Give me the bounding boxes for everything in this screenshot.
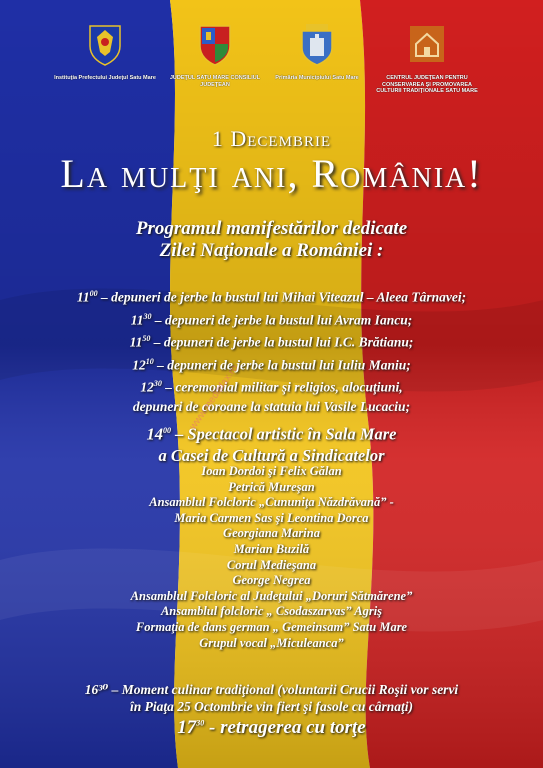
performer: Marian Buzilă — [233, 541, 310, 556]
schedule-item-continued: depuneri de coroane la statuia lui Vasile Lucaciu; — [132, 398, 411, 414]
program-heading-line-1: Programul manifestărilor dedicate — [135, 218, 408, 239]
logo-caption: Primăria Municipiului Satu Mare — [275, 75, 359, 81]
show-line-2: a Casei de Cultură a Sindicatelor — [158, 445, 385, 465]
performer: Georgiana Marina — [223, 526, 320, 541]
program-heading-line-2: Zilei Naţionale a României : — [159, 240, 384, 261]
performer: Corul Medieşana — [226, 557, 317, 572]
cultural-centre-logo-icon — [408, 22, 446, 66]
performer: George Negrea — [232, 573, 311, 588]
performer: Petrică Mureşan — [228, 479, 315, 494]
logo-caption: Instituţia Prefectului Judeţul Satu Mare — [54, 75, 156, 81]
logos-row — [0, 22, 543, 112]
program-heading — [0, 218, 543, 262]
coat-of-arms-county-icon — [196, 22, 234, 66]
performer: Maria Carmen Sas şi Leontina Dorca — [174, 510, 369, 525]
torch-retreat: $17^{30}$ - retragerea cu torţe — [177, 717, 366, 738]
schedule-item: $12^{10}$ – depuneri de jerbe la bustul lui Iuliu Maniu; — [132, 356, 411, 372]
logo-city-hall — [262, 22, 372, 82]
culinary-moment — [0, 681, 543, 715]
schedule-list — [0, 284, 543, 416]
culinary-line-2: în Piaţa 25 Octombrie vin fiert şi fasole cu cârnaţi) — [129, 699, 414, 714]
culinary-line-1: 16³⁰ – Moment culinar tradiţional (voluntarii Crucii Roşii vor servi — [84, 682, 459, 697]
logo-county-council — [160, 22, 270, 88]
artistic-show-heading — [0, 420, 543, 466]
performer: Ansamblul Folcloric al Judeţului „Doruri Sătmărene” — [130, 588, 413, 603]
logo-prefecture — [50, 22, 160, 82]
page-title: La mulţi ani, România! — [60, 151, 483, 196]
city-coat-of-arms-icon — [298, 22, 336, 66]
performer: Grupul vocal „Miculeanca” — [199, 635, 344, 650]
performer: Ansamblul folcloric „ Csodaszarvas” Agriş — [160, 604, 383, 619]
performers-list — [0, 464, 543, 651]
performer: Ansamblul Folcloric „Cununiţa Năzdrăvană” - — [149, 495, 394, 510]
schedule-item: $12^{30}$ – ceremonial militar şi religios, alocuţiuni, — [140, 379, 403, 395]
coat-of-arms-romania-icon — [86, 22, 124, 66]
logo-caption: JUDEŢUL SATU MARE CONSILIUL JUDEŢEAN — [169, 75, 261, 88]
logo-caption: CENTRUL JUDEŢEAN PENTRU CONSERVAREA ŞI PROMOVAREA CULTURII TRADIŢIONALE SATU MARE — [376, 75, 478, 94]
performer: Ioan Dordoi şi Felix Gălan — [201, 464, 342, 478]
schedule-item: $11^{30}$ – depuneri de jerbe la bustul lui Avram Iancu; — [130, 311, 413, 327]
event-date: 1 Decembrie — [211, 126, 332, 151]
watermark: www.mediafax.ro — [187, 363, 241, 432]
schedule-item: $11^{00}$ – depuneri de jerbe la bustul lui Mihai Viteazul – Aleea Târnavei; — [76, 289, 467, 305]
show-line-1: $14^{00}$ – Spectacol artistic în Sala Mare — [146, 424, 397, 444]
logo-cultural-centre — [372, 22, 482, 95]
schedule-item: $11^{50}$ – depuneri de jerbe la bustul lui I.C. Brătianu; — [129, 334, 414, 350]
performer: Formaţia de dans german „ Gemeinsam” Satu Mare — [135, 619, 408, 634]
